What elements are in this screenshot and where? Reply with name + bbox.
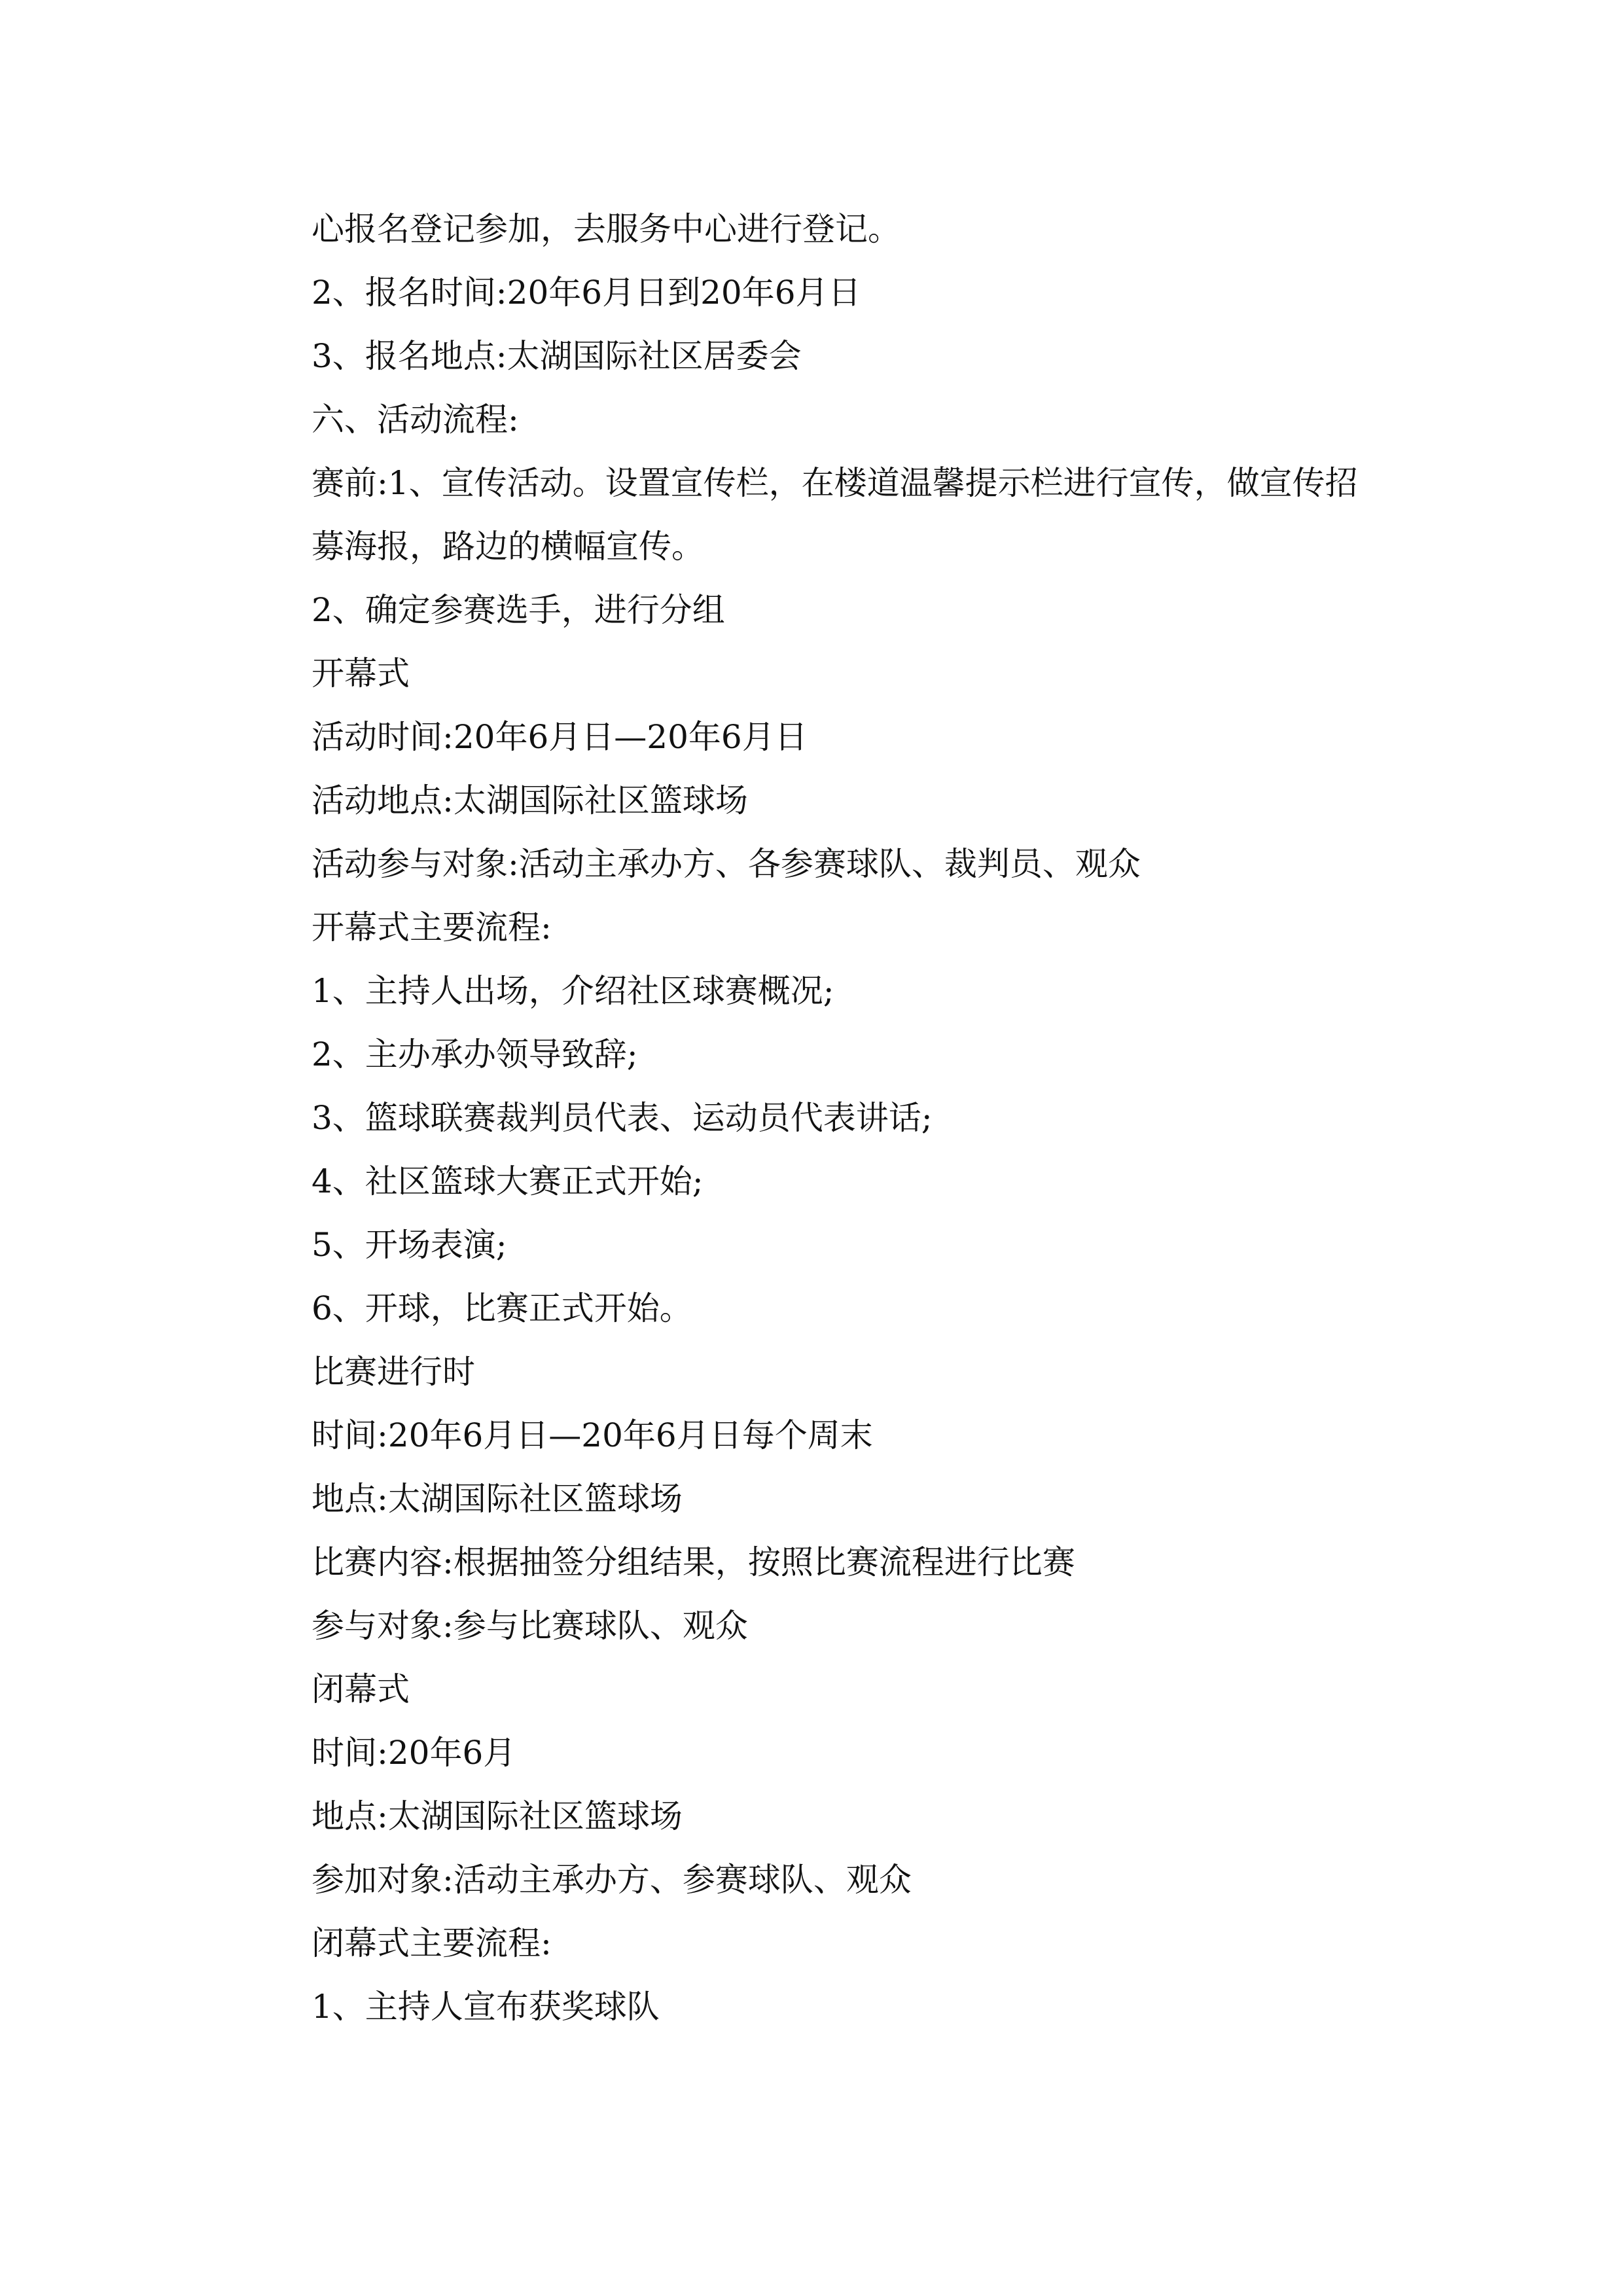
text-line: 开幕式主要流程:: [312, 908, 552, 946]
list-item: 4、社区篮球大赛正式开始;: [312, 1162, 704, 1200]
list-item: 1、主持人出场，介绍社区球赛概况;: [312, 972, 834, 1010]
list-item: 6、开球，比赛正式开始。: [312, 1289, 692, 1327]
text-line: 活动参与对象:活动主承办方、各参赛球队、裁判员、观众: [312, 845, 1141, 883]
subsection-heading: 比赛进行时: [312, 1353, 475, 1391]
text-line: 时间:20年6月: [312, 1734, 516, 1772]
document-body: [312, 198, 1372, 2039]
subsection-heading: 闭幕式: [312, 1670, 410, 1708]
text-line: 心报名登记参加，去服务中心进行登记。: [312, 210, 901, 248]
text-line: 2、报名时间:20年6月日到20年6月日: [312, 274, 861, 312]
text-line: 比赛内容:根据抽签分组结果，按照比赛流程进行比赛: [312, 1543, 1075, 1581]
text-line: 2、确定参赛选手，进行分组: [312, 591, 725, 629]
text-line: 赛前:1、宣传活动。设置宣传栏，在楼道温馨提示栏进行宣传，做宣传招: [312, 464, 1358, 502]
list-item: 5、开场表演;: [312, 1226, 507, 1264]
text-line: 活动地点:太湖国际社区篮球场: [312, 781, 748, 819]
list-item: 3、篮球联赛裁判员代表、运动员代表讲话;: [312, 1099, 933, 1137]
text-line: 时间:20年6月日—20年6月日每个周末: [312, 1416, 873, 1454]
text-line: 参与对象:参与比赛球队、观众: [312, 1607, 748, 1645]
text-line: 3、报名地点:太湖国际社区居委会: [312, 337, 802, 375]
text-line: 闭幕式主要流程:: [312, 1924, 552, 1962]
text-line: 地点:太湖国际社区篮球场: [312, 1797, 683, 1835]
section-heading: 六、活动流程:: [312, 401, 519, 439]
subsection-heading: 开幕式: [312, 655, 410, 692]
text-line: 活动时间:20年6月日—20年6月日: [312, 718, 808, 756]
text-line: 地点:太湖国际社区篮球场: [312, 1480, 683, 1518]
text-line: 募海报，路边的横幅宣传。: [312, 528, 704, 565]
list-item: 1、主持人宣布获奖球队: [312, 1988, 660, 2026]
list-item: 2、主办承办领导致辞;: [312, 1035, 638, 1073]
text-line: 参加对象:活动主承办方、参赛球队、观众: [312, 1861, 912, 1899]
